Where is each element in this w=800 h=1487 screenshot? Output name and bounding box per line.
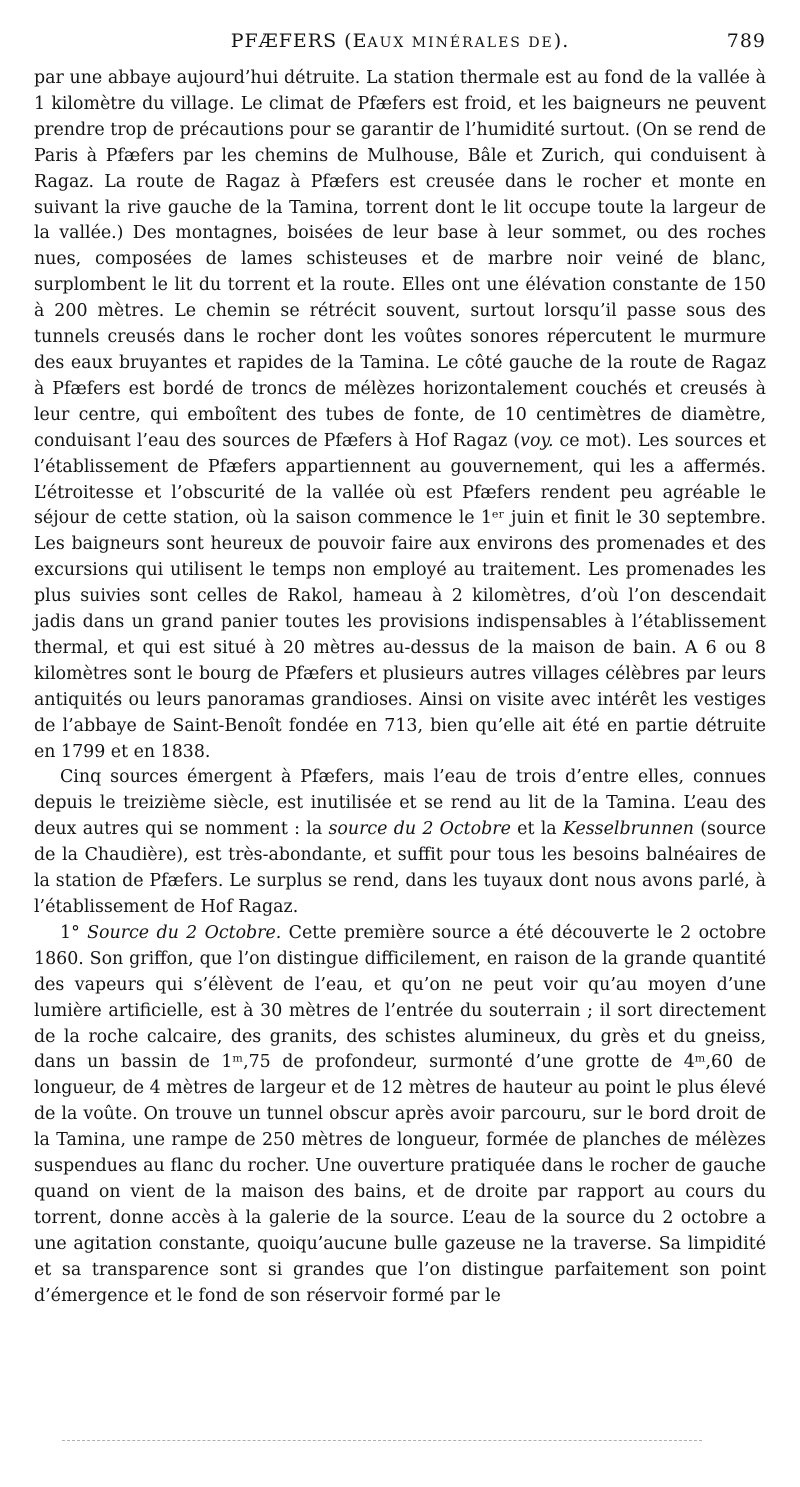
text-run: par une abbaye aujourd’hui détruite. La station thermale est au fond de la vallée à 1 kilomètre du village. Le climat de Pfæfers est froid, et les baigneurs ne peuvent prendre trop de précautions pour se garantir de l’humidité surtout. (On se rend de Paris à Pfæfers par les chemins de Mulhouse, Bâle et Zurich, qui conduisent à Ragaz. La route de Ragaz à Pfæfers est creusée dans le rocher et monte en suivant la rive gauche de la Tamina, torrent dont le lit occupe toute la largeur de la vallée.) Des montagnes, boisées de leur base à leur sommet, ou des roches nues, composées de lames schisteuses et de marbre noir veiné de blanc, surplombent le lit du torrent et la route. Elles ont une élévation constante de 150 à 200 mètres. Le chemin se rétrécit souvent, surtout lorsqu’il passe sous des tunnels creusés dans le rocher dont les voûtes sonores répercutent le murmure des eaux bruyantes et rapides de la Tamina. Le côté gauche de la route de Ragaz à Pfæfers est bordé de troncs de mélèzes horizontalement couchés et creusés à leur centre, qui emboîtent des tubes de fonte, de 10 centimètres de diamètre, conduisant l’eau des sources de Pfæfers à Hof Ragaz (: [34, 68, 767, 451]
title-small-caps: AUX MINÉRALES DE: [367, 35, 554, 51]
text-run: (source de la Chaudière), est très-abondante, et suffit pour tous les besoins balnéaires de la station de Pfæfers. Le surplus se rend, dans les tuyaux dont nous avons parlé, à l’établissement de Hof Ragaz.: [34, 819, 766, 917]
italic-text: Kesselbrunnen: [562, 819, 694, 840]
running-header: [34, 30, 766, 66]
paragraph: [34, 765, 766, 920]
footer-rule: [62, 1440, 702, 1441]
paragraph: [34, 66, 766, 765]
page-number: 789: [726, 30, 766, 52]
title-initial: E: [352, 30, 368, 52]
text-run: Cinq sources émergent à Pfæfers, mais l’eau de trois d’entre elles, connues depuis le treizième siècle, est inutilisée et se rend au lit de la Tamina. L’eau des deux autres qui se nomment : la: [34, 767, 766, 840]
text-run: ce mot). Les sources et l’établissement de Pfæfers appartiennent au gouvernement, qui les a affermés. L’étroitesse et l’obscurité de la vallée où est Pfæfers rendent peu agréable le séjour de cette station, où la saison commence le 1ᵉʳ juin et finit le 30 septembre. Les baigneurs sont heureux de pouvoir faire aux environs des promenades et des excursions qui utilisent le temps non employé au traitement. Les promenades les plus suivies sont celles de Rakol, hameau à 2 kilomètres, d’où l’on descendait jadis dans un grand panier toutes les provisions indispensables à l’établissement thermal, et qui est situé à 20 mètres au-dessus de la maison de bain. A 6 ou 8 kilomètres sont le bourg de Pfæfers et plusieurs autres villages célèbres par leurs antiquités ou leurs panoramas grandioses. Ainsi on visite avec intérêt les vestiges de l’abbaye de Saint-Benoît fondée en 713, bien qu’elle ait été en partie détruite en 1799 et en 1838.: [34, 430, 766, 762]
title-end: ).: [553, 30, 570, 52]
running-title: [34, 30, 766, 52]
body-text: [34, 66, 766, 1310]
italic-text: source du 2 Octobre: [328, 819, 511, 840]
text-run: 1°: [60, 922, 88, 943]
title-main: PFÆFERS (: [230, 30, 353, 52]
italic-text: voy.: [520, 430, 554, 451]
text-run: et la: [510, 819, 563, 840]
italic-text: Source du 2 Octobre.: [87, 922, 282, 943]
paragraph: [34, 921, 766, 1310]
page: [34, 30, 766, 1310]
text-run: Cette première source a été découverte le 2 octobre 1860. Son griffon, que l’on distingue difficilement, en raison de la grande quantité des vapeurs qui s’élèvent de l’eau, et qu’on ne peut voir qu’au moyen d’une lumière artificielle, est à 30 mètres de l’entrée du souterrain ; il sort directement de la roche calcaire, des granits, des schistes alumineux, du grès et du gneiss, dans un bassin de 1ᵐ,75 de profondeur, surmonté d’une grotte de 4ᵐ,60 de longueur, de 4 mètres de largeur et de 12 mètres de hauteur au point le plus élevé de la voûte. On trouve un tunnel obscur après avoir parcouru, sur le bord droit de la Tamina, une rampe de 250 mètres de longueur, formée de planches de mélèzes suspendues au flanc du rocher. Une ouverture pratiquée dans le rocher de gauche quand on vient de la maison des bains, et de droite par rapport au cours du torrent, donne accès à la galerie de la source. L’eau de la source du 2 octobre a une agitation constante, quoiqu’aucune bulle gazeuse ne la traverse. Sa limpidité et sa transparence sont si grandes que l’on distingue parfaitement son point d’émergence et le fond de son réservoir formé par le: [34, 922, 766, 1306]
